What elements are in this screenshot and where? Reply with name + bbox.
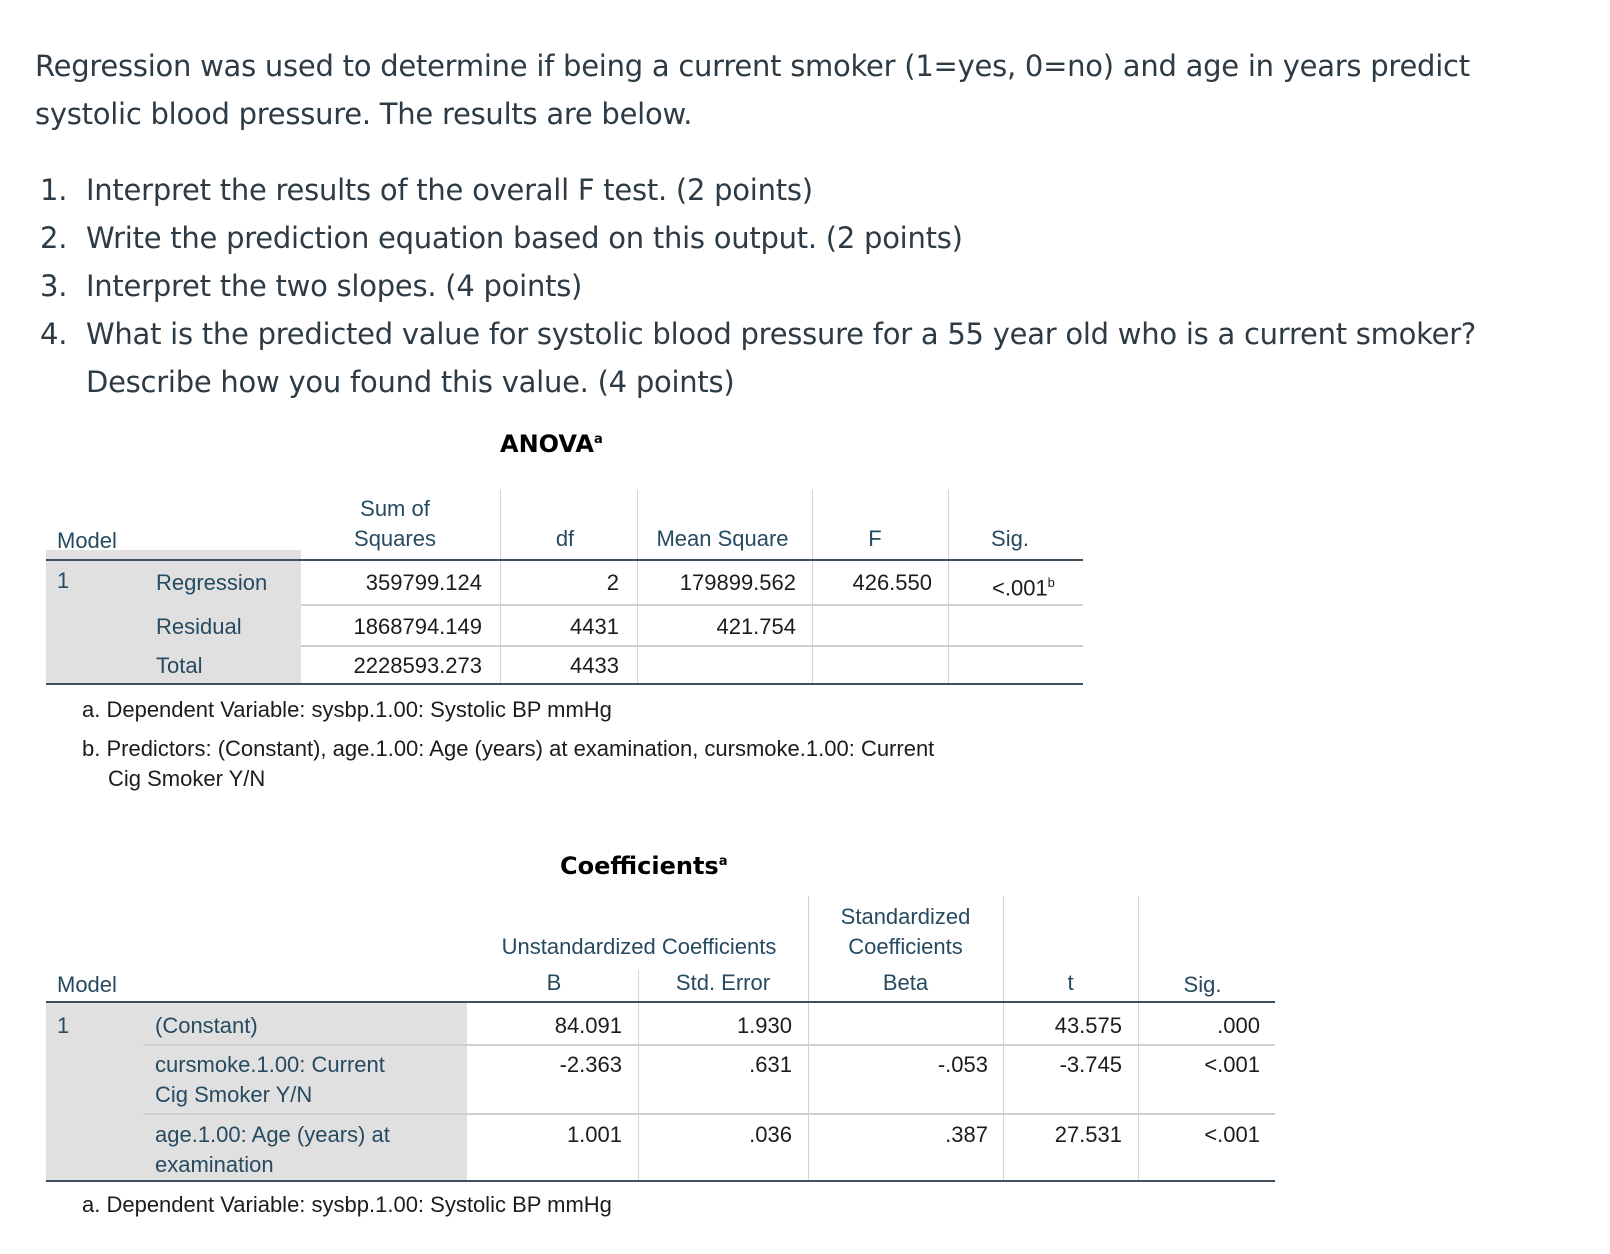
anova-header-ss-line1: Sum of [360, 496, 430, 521]
anova-header-df: df [555, 526, 575, 551]
coef-header-beta: Beta [882, 970, 929, 995]
coef-row-label-cont: Cig Smoker Y/N [155, 1082, 313, 1107]
coef-row-label-cont: examination [155, 1152, 274, 1177]
coef-b: 84.091 [554, 1013, 622, 1038]
coef-header-std-line2: Coefficients [848, 934, 963, 959]
coefficients-title: Coefficients$^a$ [560, 852, 728, 880]
coef-t: 27.531 [1054, 1122, 1122, 1147]
anova-header-ss-line2: Squares [354, 526, 436, 551]
coef-header-model: Model [57, 972, 117, 997]
anova-df: 4433 [570, 653, 619, 678]
question-text: Interpret the results of the overall F test. (2 points) [86, 173, 813, 207]
coef-header-unstd: Unstandardized Coefficients [501, 934, 777, 959]
anova-footnote-a: a. Dependent Variable: sysbp.1.00: Systolic BP mmHg [82, 697, 612, 722]
coef-row-label: age.1.00: Age (years) at [155, 1122, 390, 1147]
coef-header-b: B [546, 970, 562, 995]
anova-footnote-b: b. Predictors: (Constant), age.1.00: Age (years) at examination, cursmoke.1.00: Current [82, 736, 935, 761]
coef-header-std-line1: Standardized [840, 904, 971, 929]
question-number: 2. [40, 221, 68, 255]
anova-row-label: Total [156, 653, 203, 678]
coef-b: -2.363 [559, 1052, 622, 1077]
anova-sig: <.001$^b$ [992, 575, 1055, 601]
coef-t: 43.575 [1054, 1013, 1122, 1038]
coef-header-sig: Sig. [1183, 972, 1222, 997]
coef-footnote-a: a. Dependent Variable: sysbp.1.00: Systolic BP mmHg [82, 1192, 612, 1217]
question-number: 1. [40, 173, 68, 207]
question-number: 3. [40, 269, 68, 303]
anova-ms: 421.754 [716, 614, 796, 639]
coef-row-label: cursmoke.1.00: Current [155, 1052, 385, 1077]
anova-row-label: Regression [156, 570, 268, 595]
coef-t: -3.745 [1059, 1052, 1122, 1077]
coef-model-number: 1 [57, 1013, 70, 1038]
anova-ss: 2228593.273 [353, 653, 482, 678]
anova-df: 2 [606, 570, 619, 595]
anova-ss: 359799.124 [365, 570, 482, 595]
coef-sig: <.001 [1204, 1052, 1260, 1077]
anova-header-f: F [868, 526, 882, 551]
coef-se: 1.930 [736, 1013, 792, 1038]
coef-b: 1.001 [566, 1122, 622, 1147]
anova-header-ms: Mean Square [656, 526, 789, 551]
question-number: 4. [40, 317, 68, 351]
coef-sig: .000 [1217, 1013, 1260, 1038]
anova-row-label: Residual [156, 614, 242, 639]
coef-se: .036 [749, 1122, 792, 1147]
coef-sig: <.001 [1204, 1122, 1260, 1147]
anova-model-number: 1 [57, 568, 70, 593]
anova-df: 4431 [570, 614, 619, 639]
question-text: Interpret the two slopes. (4 points) [86, 269, 583, 303]
coef-header-t: t [1067, 970, 1074, 995]
coef-se: .631 [749, 1052, 792, 1077]
anova-header-sig: Sig. [991, 526, 1029, 551]
coef-row-label: (Constant) [155, 1013, 258, 1038]
coef-beta: -.053 [937, 1052, 988, 1077]
anova-f: 426.550 [852, 570, 932, 595]
question-text: Write the prediction equation based on this output. (2 points) [86, 221, 963, 255]
question-text: What is the predicted value for systolic blood pressure for a 55 year old who is a current smoker? Describe how you found this value. (4 points) [86, 317, 1477, 399]
intro-paragraph: Regression was used to determine if being a current smoker (1=yes, 0=no) and age in years predict systolic blood pressure. The results are below. [35, 49, 1470, 131]
anova-footnote-b-cont: Cig Smoker Y/N [108, 766, 266, 791]
coef-header-se: Std. Error [675, 970, 771, 995]
anova-title: ANOVA$^a$ [500, 430, 603, 458]
coef-beta: .387 [945, 1122, 988, 1147]
anova-ms: 179899.562 [679, 570, 796, 595]
anova-ss: 1868794.149 [353, 614, 482, 639]
anova-header-model: Model [57, 528, 117, 553]
